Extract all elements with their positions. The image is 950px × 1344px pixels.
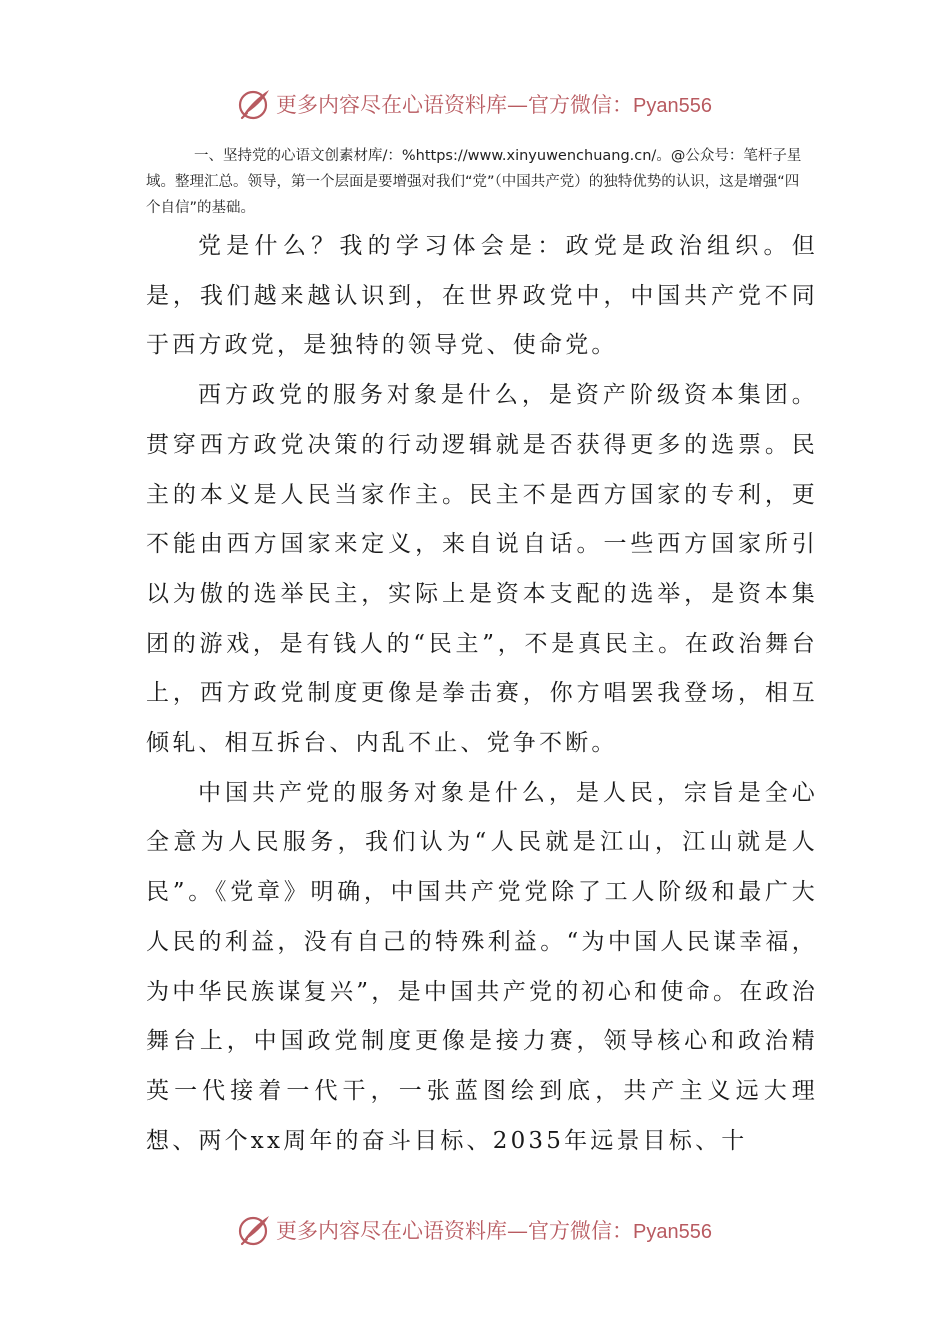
banner-text [276, 1215, 712, 1245]
banner-text [276, 89, 712, 119]
intro-paragraph: 一、坚持党的心语文创素材库/：%https://www.xinyuwenchuang.cn/。@公众号：笔杆子星域。整理汇总。领导，第一个层面是要增强对我们“党”（中国共产党）的独特优势的认识，这是增强“四个自信”的基础。 [146, 148, 802, 216]
banner-contact: Pyan556 [633, 1221, 712, 1243]
header-banner [0, 84, 950, 124]
quill-logo-icon [238, 1213, 272, 1247]
banner-label: 更多内容尽在心语资料库—官方微信： [276, 93, 634, 117]
paragraph-2: 西方政党的服务对象是什么，是资产阶级资本集团。贯穿西方政党决策的行动逻辑就是否获得更多的选票。民主的本义是人民当家作主。民主不是西方国家的专利，更不能由西方国家来定义，来自说自话。一些西方国家所引以为傲的选举民主，实际上是资本支配的选举，是资本集团的游戏，是有钱人的“民主”，不是真民主。在政治舞台上，西方政党制度更像是拳击赛，你方唱罢我登场，相互倾轧、相互拆台、内乱不止、党争不断。 [146, 382, 818, 757]
quill-logo-icon [238, 87, 272, 121]
document-body [146, 222, 818, 1166]
paragraph-3: 中国共产党的服务对象是什么，是人民，宗旨是全心全意为人民服务，我们认为“人民就是江山，江山就是人民”。《党章》明确，中国共产党党除了工人阶级和最广大人民的利益，没有自己的特殊利益。“为中国人民谋幸福，为中华民族谋复兴”，是中国共产党的初心和使命。在政治舞台上，中国政党制度更像是接力赛，领导核心和政治精英一代接着一代干，一张蓝图绘到底，共产主义远大理想、两个xx周年的奋斗目标、2035年远景目标、十 [146, 779, 818, 1154]
footer-banner [0, 1210, 950, 1250]
paragraph-1: 党是什么？我的学习体会是：政党是政治组织。但是，我们越来越认识到，在世界政党中，中国共产党不同于西方政党，是独特的领导党、使命党。 [146, 233, 818, 359]
banner-contact: Pyan556 [633, 95, 712, 117]
banner-label: 更多内容尽在心语资料库—官方微信： [276, 1219, 634, 1243]
